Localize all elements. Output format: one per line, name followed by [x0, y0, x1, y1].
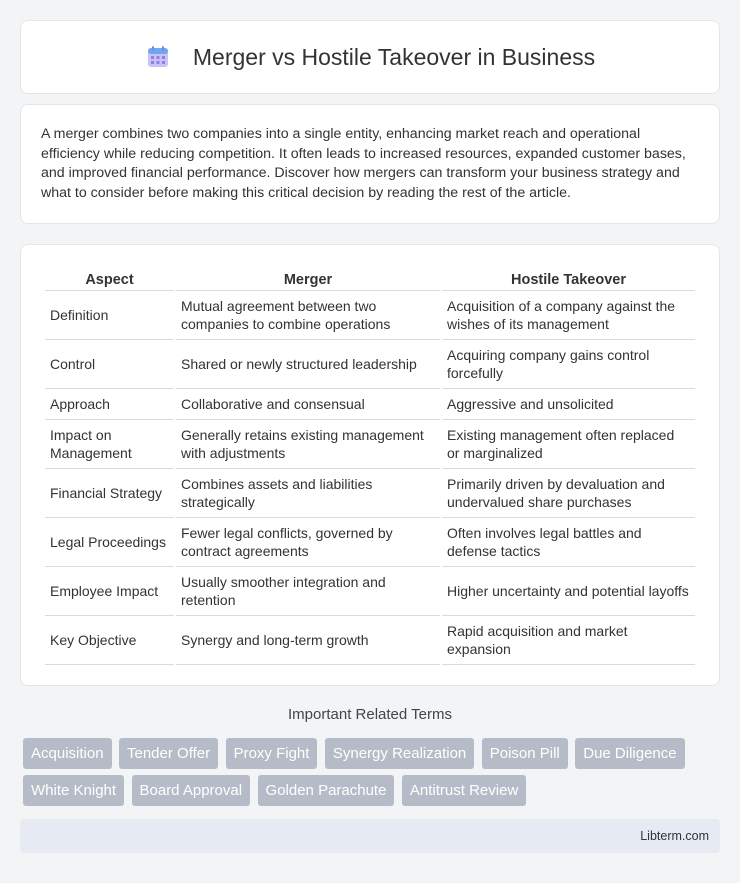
table-cell: Higher uncertainty and potential layoffs	[442, 567, 695, 616]
table-cell: Aggressive and unsolicited	[442, 389, 695, 420]
table-cell: Usually smoother integration and retention	[176, 567, 440, 616]
tag-due-diligence[interactable]: Due Diligence	[575, 738, 684, 769]
tag-board-approval[interactable]: Board Approval	[132, 775, 251, 806]
table-cell: Often involves legal battles and defense tactics	[442, 518, 695, 567]
table-cell: Combines assets and liabilities strategically	[176, 469, 440, 518]
page-title: Merger vs Hostile Takeover in Business	[192, 43, 596, 70]
tag-tender-offer[interactable]: Tender Offer	[119, 738, 218, 769]
table-row	[45, 567, 695, 616]
related-terms-list	[23, 738, 723, 812]
table-cell: Legal Proceedings	[45, 518, 174, 567]
table-row	[45, 291, 695, 340]
comparison-table	[43, 265, 697, 665]
table-row	[45, 389, 695, 420]
footer-site-link[interactable]: Libterm.com	[640, 829, 709, 843]
table-cell: Rapid acquisition and market expansion	[442, 616, 695, 665]
tag-antitrust-review[interactable]: Antitrust Review	[402, 775, 526, 806]
table-cell: Collaborative and consensual	[176, 389, 440, 420]
table-cell: Synergy and long-term growth	[176, 616, 440, 665]
table-cell: Key Objective	[45, 616, 174, 665]
table-row	[45, 340, 695, 389]
table-header-row	[45, 265, 695, 291]
column-header-hostile-takeover: Hostile Takeover	[442, 265, 695, 291]
table-cell: Definition	[45, 291, 174, 340]
intro-text: A merger combines two companies into a single entity, enhancing market reach and operational efficiency while reducing competition. It often leads to increased resources, expanded customer bases, and improved financial performance. Discover how mergers can transform your business strategy and what to consider before making this critical decision by reading the rest of the article.	[41, 126, 686, 201]
table-cell: Fewer legal conflicts, governed by contract agreements	[176, 518, 440, 567]
table-cell: Generally retains existing management with adjustments	[176, 420, 440, 469]
tag-proxy-fight[interactable]: Proxy Fight	[226, 738, 318, 769]
tag-white-knight[interactable]: White Knight	[23, 775, 124, 806]
column-header-merger: Merger	[176, 265, 440, 291]
table-cell: Acquisition of a company against the wishes of its management	[442, 291, 695, 340]
tag-synergy-realization[interactable]: Synergy Realization	[325, 738, 474, 769]
table-cell: Primarily driven by devaluation and undervalued share purchases	[442, 469, 695, 518]
table-cell: Employee Impact	[45, 567, 174, 616]
table-cell: Control	[45, 340, 174, 389]
tag-acquisition[interactable]: Acquisition	[23, 738, 112, 769]
table-cell: Approach	[45, 389, 174, 420]
calendar-icon	[145, 44, 171, 70]
table-cell: Impact on Management	[45, 420, 174, 469]
table-cell: Mutual agreement between two companies to combine operations	[176, 291, 440, 340]
table-cell: Existing management often replaced or marginalized	[442, 420, 695, 469]
footer	[20, 819, 720, 853]
table-row	[45, 518, 695, 567]
column-header-aspect: Aspect	[45, 265, 174, 291]
tag-golden-parachute[interactable]: Golden Parachute	[258, 775, 395, 806]
table-row	[45, 469, 695, 518]
table-cell: Acquiring company gains control forcefully	[442, 340, 695, 389]
table-cell: Financial Strategy	[45, 469, 174, 518]
intro-card	[20, 104, 720, 224]
related-terms-title: Important Related Terms	[288, 706, 452, 723]
table-cell: Shared or newly structured leadership	[176, 340, 440, 389]
table-row	[45, 420, 695, 469]
tag-poison-pill[interactable]: Poison Pill	[482, 738, 568, 769]
comparison-card	[20, 244, 720, 686]
table-row	[45, 616, 695, 665]
header-card	[20, 20, 720, 94]
